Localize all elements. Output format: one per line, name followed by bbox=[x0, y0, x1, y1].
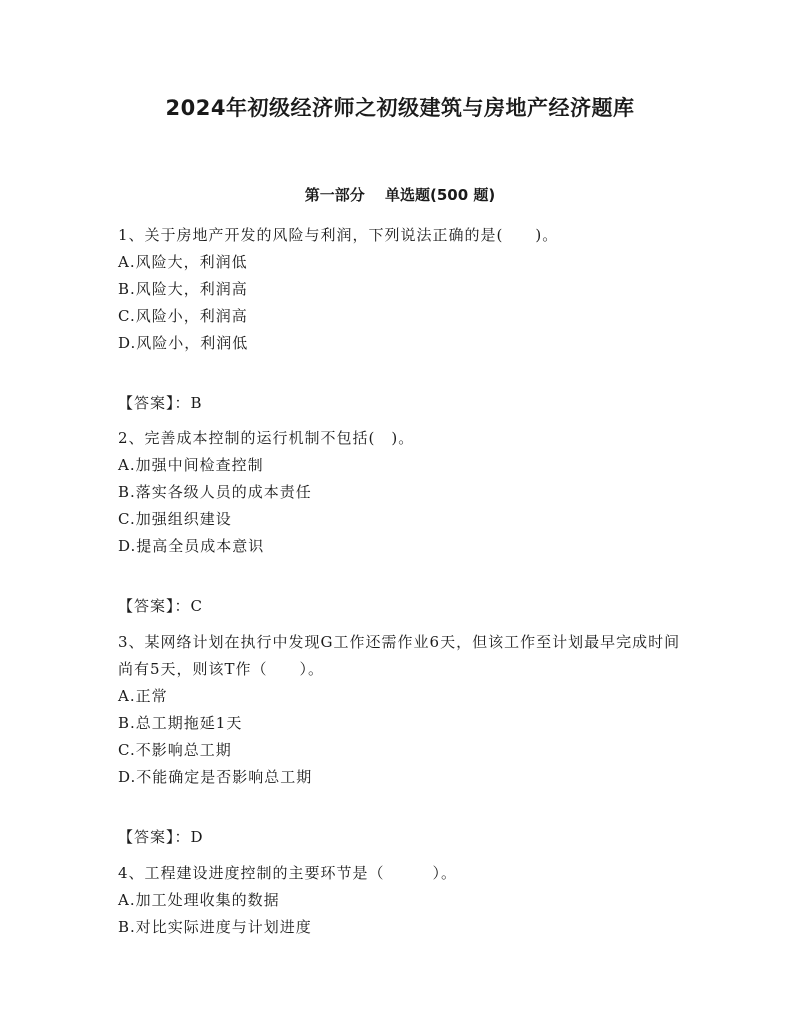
option-d: D.提高全员成本意识 bbox=[118, 537, 265, 555]
section-heading: 第一部分 单选题(500 题) bbox=[304, 186, 496, 204]
option-b: B.对比实际进度与计划进度 bbox=[118, 918, 312, 936]
answer-line: 【答案】：B bbox=[118, 394, 203, 412]
option-b: B.风险大，利润高 bbox=[118, 280, 248, 298]
option-a: A.风险大，利润低 bbox=[118, 253, 248, 271]
option-a: A.正常 bbox=[118, 687, 168, 705]
option-c: C.风险小，利润高 bbox=[118, 307, 248, 325]
option-a: A.加强中间检查控制 bbox=[118, 456, 264, 474]
question-stem: 1、关于房地产开发的风险与利润，下列说法正确的是( )。 bbox=[118, 226, 559, 244]
option-b: B.总工期拖延1天 bbox=[118, 714, 243, 732]
question-stem: 3、某网络计划在执行中发现G工作还需作业6天，但该工作至计划最早完成时间尚有5天，则该T作（ ）。 bbox=[118, 633, 681, 678]
question-stem: 2、完善成本控制的运行机制不包括( )。 bbox=[118, 429, 415, 447]
answer-line: 【答案】：D bbox=[118, 828, 204, 846]
option-d: D.风险小，利润低 bbox=[118, 334, 249, 352]
option-d: D.不能确定是否影响总工期 bbox=[118, 768, 313, 786]
option-c: C.不影响总工期 bbox=[118, 741, 232, 759]
question-item bbox=[118, 222, 688, 417]
question-item bbox=[118, 425, 688, 620]
document-title: 2024年初级经济师之初级建筑与房地产经济题库 bbox=[165, 96, 635, 120]
option-c: C.加强组织建设 bbox=[118, 510, 232, 528]
option-b: B.落实各级人员的成本责任 bbox=[118, 483, 312, 501]
question-item bbox=[118, 860, 688, 941]
question-stem: 4、工程建设进度控制的主要环节是（ ）。 bbox=[118, 864, 458, 882]
option-a: A.加工处理收集的数据 bbox=[118, 891, 280, 909]
question-item bbox=[118, 629, 688, 851]
answer-line: 【答案】：C bbox=[118, 597, 203, 615]
